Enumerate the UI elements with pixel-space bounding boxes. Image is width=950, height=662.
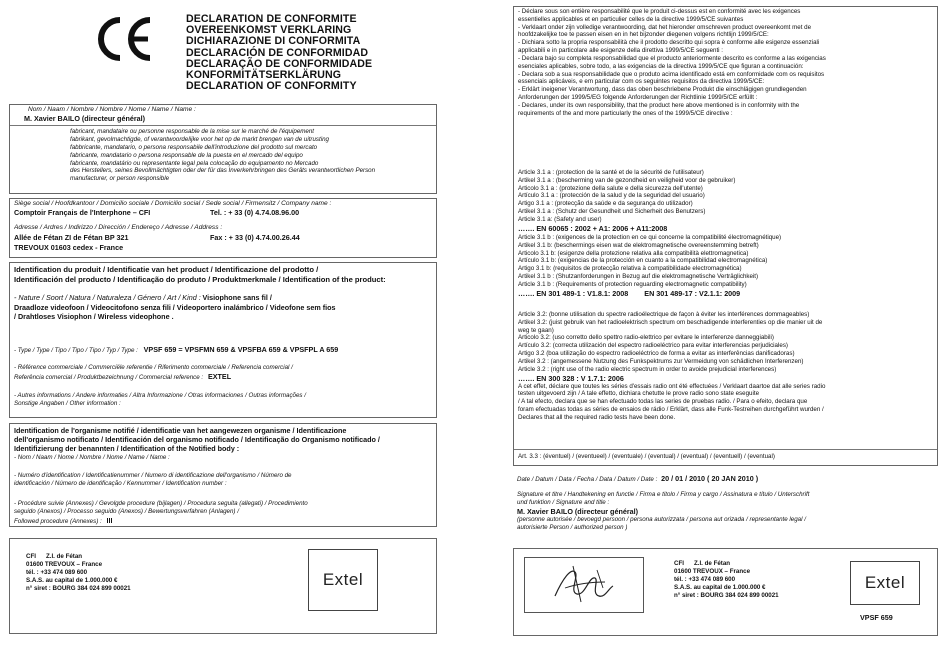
signer-role-2: autorisierte Person / authorized person ) xyxy=(517,524,628,532)
notified-number-1: - Numéro d'identification / Identificatienummer / Numero di identificazione dell'organismo / Número de xyxy=(14,472,292,479)
nature-value-3: / Drahtloses Visiophon / Wireless videophone . xyxy=(14,312,174,322)
address-fax: Fax : + 33 (0) 4.74.00.26.44 xyxy=(210,232,300,242)
right-footer-address: CFI Z.I. de Fétan 01600 TRÉVOUX – France tél. : +33 474 089 600 S.A.S. au capital de 1.000.000 € n° siret : BOURG 384 024 899 00021 xyxy=(674,560,779,599)
intro-lines: - Déclare sous son entière responsabilité que le produit ci-dessus est en conformité avec les exigences essentielles applicables et en particulier celles de la directive 1999/5/CE suivantes - Verklaart onder zijn volledige verantwoording, dat het hieronder omschreven product overeenkomt met de hoofdzakelijke toe te passen eisen en in het bijzonder diegenen volgens richtlijn 1999/5/CE: - Dichiara sotto la propria responsabilità che il prodotto descritto qui sopra è conforme alle esigenze essenziali applicabili e in particolare alle esigenze della direttiva 1999/5/CE seguenti : - Declara bajo su completa responsabilidad que el producto anteriormente descrito es conforme a las exigencias esenciales aplicables, sobre todo, a las exigencias de la directiva 1999/5/CE que figuran a continuación: - Declara sob a sua responsabilidade que o produto acima identificado está em conformidade com os requisitos essenciais aplicáveis, e em particular com os seguintes requisitos da directiva 1999/5/CE: - Erklärt ineigener Verantwortung, dass das oben beschriebene Produkt die einschlägigen grundlegenden Anforderungen der 1999/5/EG folgende Anforderungen der Richtlinie 1999/5/CE erfüllt : - Declares, under its own responsibility, that the product here above mentioned is in conformity with the requirements of the and more particularly the ones of the 1999/5/CE directive : xyxy=(518,8,826,117)
ref-value: EXTEL xyxy=(207,371,232,381)
procedure-value: III xyxy=(106,515,113,525)
procedure-2: seguido (Anexos) / Processo seguido (Anexos) / Bewertungsverfahren (Anlagen) / xyxy=(14,507,239,515)
address-line2: TREVOUX 01603 cedex - France xyxy=(14,242,124,252)
notified-body-section xyxy=(9,423,437,527)
address-labels: Adresse / Ardres / Indirizzo / Dirección / Endereço / Adresse / Address : xyxy=(14,224,223,232)
id-title-2: Identificación del producto / Identificação do produto / Produktmerkmale / Identification of the product: xyxy=(14,274,386,284)
article-3-1-b: Article 3.1 b : (exigences de la protection en ce qui concerne la compatibilité électromagnétique) Artikel 3.1 b: (beschermings eisen wat de elektromagnetische overeenstemming betreft) Articolo 3.1 b: (esigenze della protezione relativa alla compatibilità elettromagnetica) Artículo 3.1 b: (exigencias de la protección en cuanto a la compatibilidad electromagnética) Artigo 3.1 b: (requisitos de protecção relativa à compatibilidade electromagnética) Artikel 3.1 b : (Shutzanforderungen in Bezug auf die elektromagnetische Verträglichkeit) Article 3.1 b : (Requirements of protection reguarding electromagnetic compatibility) ……. EN 301 489-1 : V1.8.1: 2008 EN 301 489-17 : V2.1.1: 2009 xyxy=(518,234,933,298)
procedure-1: - Procédure suivie (Annexes) / Gevolgde procedure (bijlagen) / Procedura seguita (allegati) / Procedimiento xyxy=(14,500,308,507)
name-labels: Nom / Naam / Nombre / Nombre / Nome / Name / Name : xyxy=(28,106,196,113)
signer-role-1: (personne autorisée / bevoegd persoon / persona autorizzata / persona aut orizada / representante legal / xyxy=(517,516,806,524)
procedure-line: Followed procedure (Annexes) : III xyxy=(14,515,113,525)
notified-number-2: identificación / Número de identificação / Kennummer / Identification number : xyxy=(14,479,227,487)
company-tel: Tel. : + 33 (0) 4.74.08.96.00 xyxy=(210,208,300,218)
ref-labels-1: - Référence commerciale / Commerciële referentie / Riferimento commerciale / Referencia comercial / xyxy=(14,364,293,371)
id-title-1: Identification du produit / Identificatie van het product / Identificazione del prodotto / xyxy=(14,265,319,274)
art-3-3-label: Art. 3.3 : (éventuel) / (eventueel) / (eventuale) / (eventual) / (eventual) / (eventuell) / (eventual) xyxy=(518,453,775,460)
nature-line: - Nature / Soort / Natura / Naturaleza / Género / Art / Kind : Visiophone sans fil / xyxy=(14,293,272,302)
standard-en-301-489: ……. EN 301 489-1 : V1.8.1: 2008 EN 301 489-17 : V2.1.1: 2009 xyxy=(518,288,741,298)
notified-title-3: Identifizierung der benannten / Identification of the Notified body : xyxy=(14,444,240,454)
product-section xyxy=(9,262,437,418)
signer-name: M. Xavier BAILO (directeur général) xyxy=(517,507,639,517)
other-labels-1: - Autres informations / Andere informaties / Altra Informazione / Otras informaciones / Outras informações / xyxy=(14,392,306,399)
name-value: M. Xavier BAILO (directeur général) xyxy=(24,114,146,124)
article-3-1-a: Article 3.1 a : (protection de la santé et de la sécurité de l'utilisateur) Artikel 3.1 a : (bescherming van de gezondheid en veiligheid voor de gebruiker) Articolo 3.1 a : (protezione della salute e della sicurezza dell'utente) Artículo 3.1 a : (protección de la salud y de la seguridad del usuario) Artigo 3.1 a : (protecção da saúde e da segurança do utilizador) Artikel 3.1 a : (Schutz der Gesundheit und Sicherheit des Benutzers) Article 3.1 a: (Safety and user) ……. EN 60065 : 2002 + A1: 2006 + A11:2008 xyxy=(518,169,933,233)
declaration-titles xyxy=(186,14,372,93)
company-section xyxy=(9,198,437,258)
signature-labels-2: und funktion / Signature and title : xyxy=(517,499,610,507)
role-lines: fabricant, mandataire ou personne responsable de la mise sur le marché de l'équipement fabrikant, gevolmachtigde, of verantwoordelijke voor het op de markt brengen van de uitrusting fabbricante, mandatario, o persona responsabile dell'introduzione del prodotto sul mercato fabricante, mandatario o persona responsable de la puesta en el mercado del equipo fabricante, mandatário ou representante legal pela colocação do equipamento no Mercado des Herstellers, seines Bevollmächtigten oder der für das Inverkehrbringen des Geräts verantwortlichen Person manufacturer, or person responsible xyxy=(70,128,376,183)
title-nl: OVEREENKOMST VERKLARING xyxy=(186,24,352,37)
type-value: VPSF 659 = VPSFMN 659 & VPSFBA 659 & VPSFPL A 659 xyxy=(143,345,339,354)
model-label: VPSF 659 xyxy=(860,613,893,622)
extel-logo-right: Extel xyxy=(850,561,920,605)
title-it: DICHIARAZIONE DI CONFORMITA xyxy=(186,35,361,48)
date-value: 20 / 01 / 2010 ( 20 JAN 2010 ) xyxy=(661,474,759,483)
name-section xyxy=(9,104,437,194)
other-labels-2: Sonstige Angaben / Other information : xyxy=(14,399,121,407)
company-labels: Siège social / Hoofdkantoor / Domicilio sociale / Domicilio social / Sede social / Firmensitz / Company name : xyxy=(14,200,332,207)
conformity-requirements-section xyxy=(513,6,938,466)
title-pt: DECLARAÇÃO DE CONFORMIDADE xyxy=(186,57,373,70)
standard-en-60065: ……. EN 60065 : 2002 + A1: 2006 + A11:2008 xyxy=(518,223,668,233)
left-footer-address: CFI Z.I. de Fétan 01600 TRÉVOUX – France tél. : +33 474 089 600 S.A.S. au capital de 1.000.000 € n° siret : BOURG 384 024 899 00021 xyxy=(26,553,131,592)
date-line: Date / Datum / Data / Fecha / Data / Datum / Date : 20 / 01 / 2010 ( 20 JAN 2010 ) xyxy=(517,474,759,483)
type-line: - Type / Type / Tipo / Tipo / Tipo / Typ / Type : VPSF 659 = VPSFMN 659 & VPSFBA 659 & VPSFPL A 659 xyxy=(14,345,339,354)
title-en: DECLARATION OF CONFORMITY xyxy=(186,80,357,93)
title-de: KONFORMITÄTSERKLÄRUNG xyxy=(186,69,342,82)
ce-mark-icon xyxy=(92,16,158,62)
extel-logo: Extel xyxy=(308,549,378,611)
notified-title-2: dell'organismo notificato / Identificación del organismo notificado / Identificação do Organismo notificado / xyxy=(14,435,380,445)
title-es: DECLARACIÓN DE CONFORMIDAD xyxy=(186,46,369,59)
company-name: Comptoir Français de l'Interphone – CFI xyxy=(14,208,151,218)
signature-labels-1: Signature et titre / Handtekening en functie / Firma e titolo / Firma y cargo / Assinatura e título / Unterschrift xyxy=(517,491,810,499)
signature-box xyxy=(524,557,644,613)
title-fr: DECLARATION DE CONFORMITE xyxy=(186,13,357,25)
standard-en-300-328: ……. EN 300 328 : V 1.7.1: 2006 xyxy=(518,373,624,383)
nature-value-2: Draadloze videofoon / Videocitofono senza fili / Videoportero inalámbrico / Videofone sem fios xyxy=(14,303,336,313)
signature-icon xyxy=(525,558,643,612)
article-3-2: Article 3.2: (bonne utilisation du spectre radioélectrique de façon à éviter les interférences dommageables) Artikel 3.2: (juist gebruik van het radioelektrisch spectrum om beschadigende interferenties op die manier uit de weg te gaan) Articolo 3.2: (uso corretto dello spettro radio-elettrico per evitare le interferenze danneggiabili) Artículo 3.2: (correcta utilización del espectro radioeléctrico para evitar interferencias perjudiciales) Artigo 3.2 (boa utilização do espectro radioeléctrico de forma a evitar as interferências danificadoras) Artikel 3.2 : (angemessene Nutzung des Funkspektrums zur Vermeidung von schädlichen Interferenzen) Article 3.2 : (right use of the radio electric spectrum in order to avoide prejudicial interferences) ……. EN 300 328 : V 1.7.1: 2006 A cet effet, déclare que toutes les séries d'essais radio ont été effectuées / Verklaart daartoe dat alle series radio testen uitgevoerd zijn / A tale effetto, dichiara chetutte le prove radio sono state eseguite / A tal efecto, declara que se han efectuado todas las series de pruebas radio. / Para o efeito, declara que foram efectuadas todas as séries de ensaios de rádio / Erklärt, dass alle Funk-Testreihen durchgeführt wurden / Declares that all the required radio tests have been done. xyxy=(518,311,933,422)
date-signature-block xyxy=(517,474,937,532)
left-footer xyxy=(9,538,437,634)
right-footer xyxy=(513,548,938,636)
notified-name: - Nom / Naam / Nome / Nombre / Nome / Name / Name : xyxy=(14,453,170,461)
ref-line: Referência comercial / Produktbezeichnung / Commercial reference : EXTEL xyxy=(14,371,232,381)
address-line1: Allée de Fétan ZI de Fétan BP 321 xyxy=(14,232,129,242)
notified-title-1: Identification de l'organisme notifié / identificatie van het aangewezen organisme / Identificazione xyxy=(14,426,347,435)
